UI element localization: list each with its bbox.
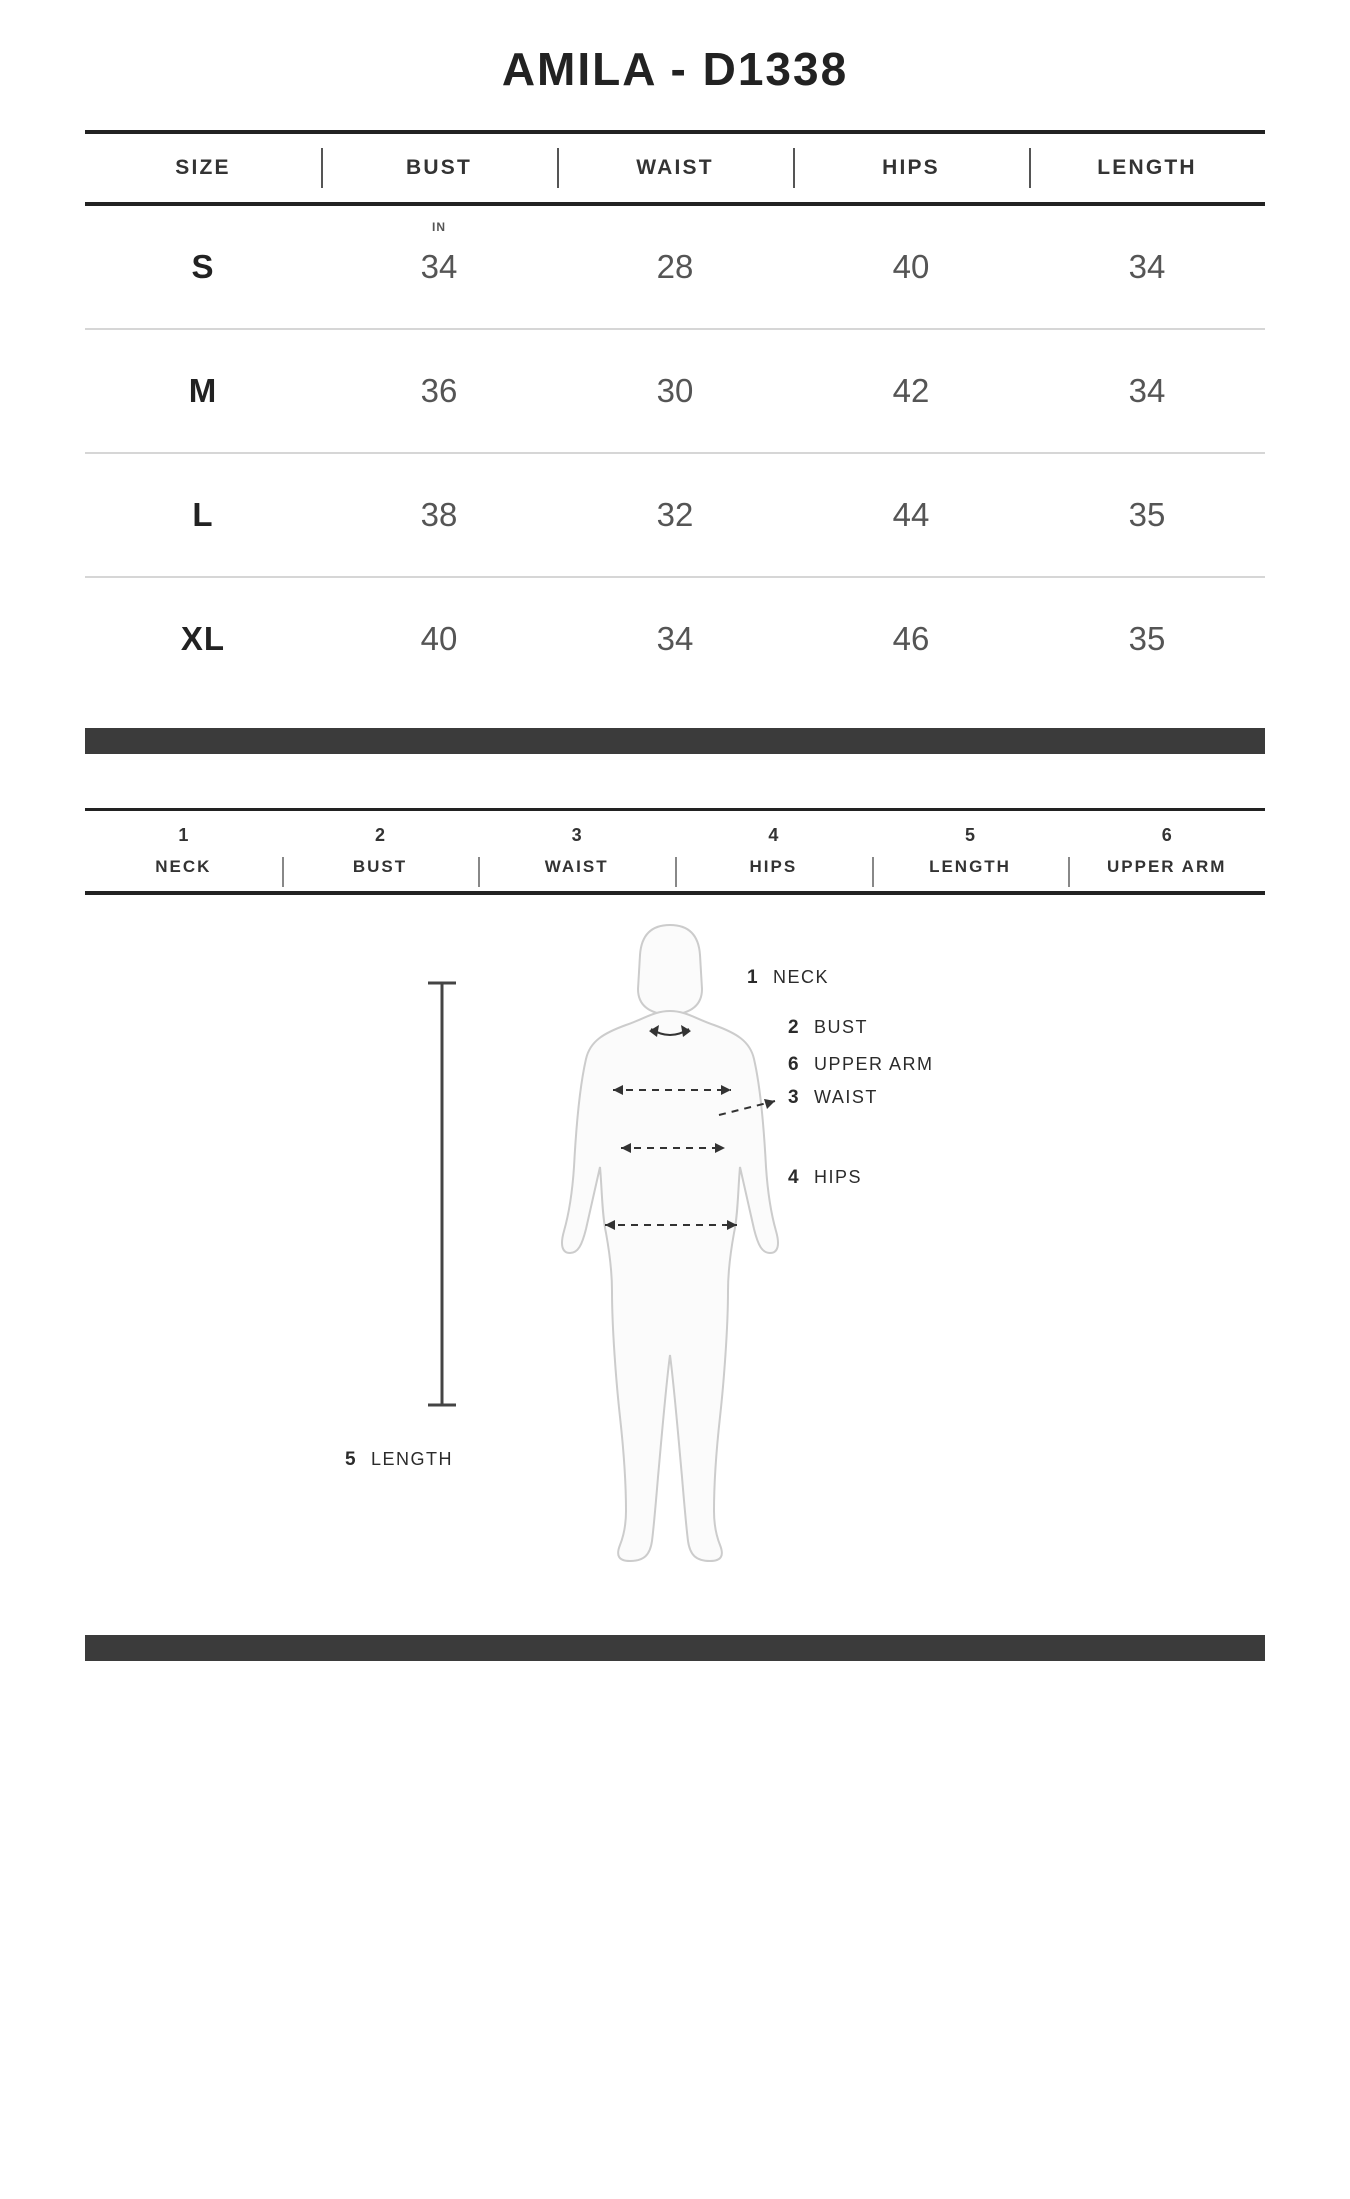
callout-label-bust: BUST [814,1017,869,1038]
cell-bust-value: 34 [420,248,458,285]
cell-hips: 46 [892,620,930,657]
legend-label: WAIST [544,857,609,876]
measurement-legend [85,808,1265,895]
column-header-bust: BUST [321,132,557,204]
callout-number-waist: 3 [788,1087,799,1109]
table-row [85,329,1265,453]
cell-size: S [191,248,215,285]
cell-hips: 40 [892,248,930,285]
legend-item-hips [675,825,872,877]
table-header-row [85,132,1265,204]
legend-item-length [872,825,1069,877]
cell-waist: 28 [656,248,694,285]
cell-hips: 42 [892,372,930,409]
legend-number: 5 [965,825,976,845]
column-header-size: SIZE [175,156,231,179]
cell-bust: 36 [420,372,458,409]
legend-item-upper-arm [1068,825,1265,877]
unit-label: IN [432,220,446,234]
legend-item-neck [85,825,282,877]
cell-waist: 34 [656,620,694,657]
size-chart-body [85,204,1265,700]
cell-length: 35 [1128,620,1166,657]
cell-length: 34 [1128,248,1166,285]
callout-label-neck: NECK [773,967,830,988]
cell-size: M [188,372,218,409]
legend-label: UPPER ARM [1107,857,1227,876]
cell-size: XL [180,620,226,657]
legend-number: 3 [571,825,582,845]
legend-label: HIPS [749,857,798,876]
legend-item-waist [478,825,675,877]
cell-bust [321,204,557,329]
callout-number-upper-arm: 6 [788,1054,799,1076]
legend-number: 2 [375,825,386,845]
legend-item-bust [282,825,479,877]
size-chart-table [85,130,1265,700]
callout-label-upper-arm: UPPER ARM [814,1054,934,1075]
size-chart-header [85,132,1265,204]
legend-number: 1 [178,825,189,845]
callout-label-hips: HIPS [814,1167,863,1188]
table-row [85,577,1265,700]
section-divider-bar-bottom [85,1635,1265,1661]
column-header-hips: HIPS [793,132,1029,204]
column-header-waist: WAIST [557,132,793,204]
cell-length: 35 [1128,496,1166,533]
cell-waist: 30 [656,372,694,409]
table-row [85,453,1265,577]
body-silhouette-icon [562,925,778,1561]
cell-length: 34 [1128,372,1166,409]
section-divider-bar-top [85,728,1265,754]
legend-label: NECK [155,857,212,876]
callout-number-bust: 2 [788,1017,799,1039]
legend-label: LENGTH [929,857,1011,876]
cell-size: L [192,496,214,533]
callout-label-waist: WAIST [814,1087,878,1108]
callout-number-neck: 1 [747,967,758,989]
length-measure-bar [428,983,456,1405]
callout-number-hips: 4 [788,1167,799,1189]
table-row [85,204,1265,329]
legend-number: 4 [768,825,779,845]
legend-label: BUST [352,857,408,876]
body-diagram-svg [85,905,1265,1605]
cell-hips: 44 [892,496,930,533]
cell-waist: 32 [656,496,694,533]
cell-bust: 38 [420,496,458,533]
cell-bust: 40 [420,620,458,657]
callout-label-length: LENGTH [371,1449,454,1470]
measurement-figure [85,905,1265,1605]
callout-number-length: 5 [345,1449,356,1471]
legend-number: 6 [1161,825,1172,845]
page-title: AMILA - D1338 [501,43,849,95]
column-header-length: LENGTH [1029,132,1265,204]
